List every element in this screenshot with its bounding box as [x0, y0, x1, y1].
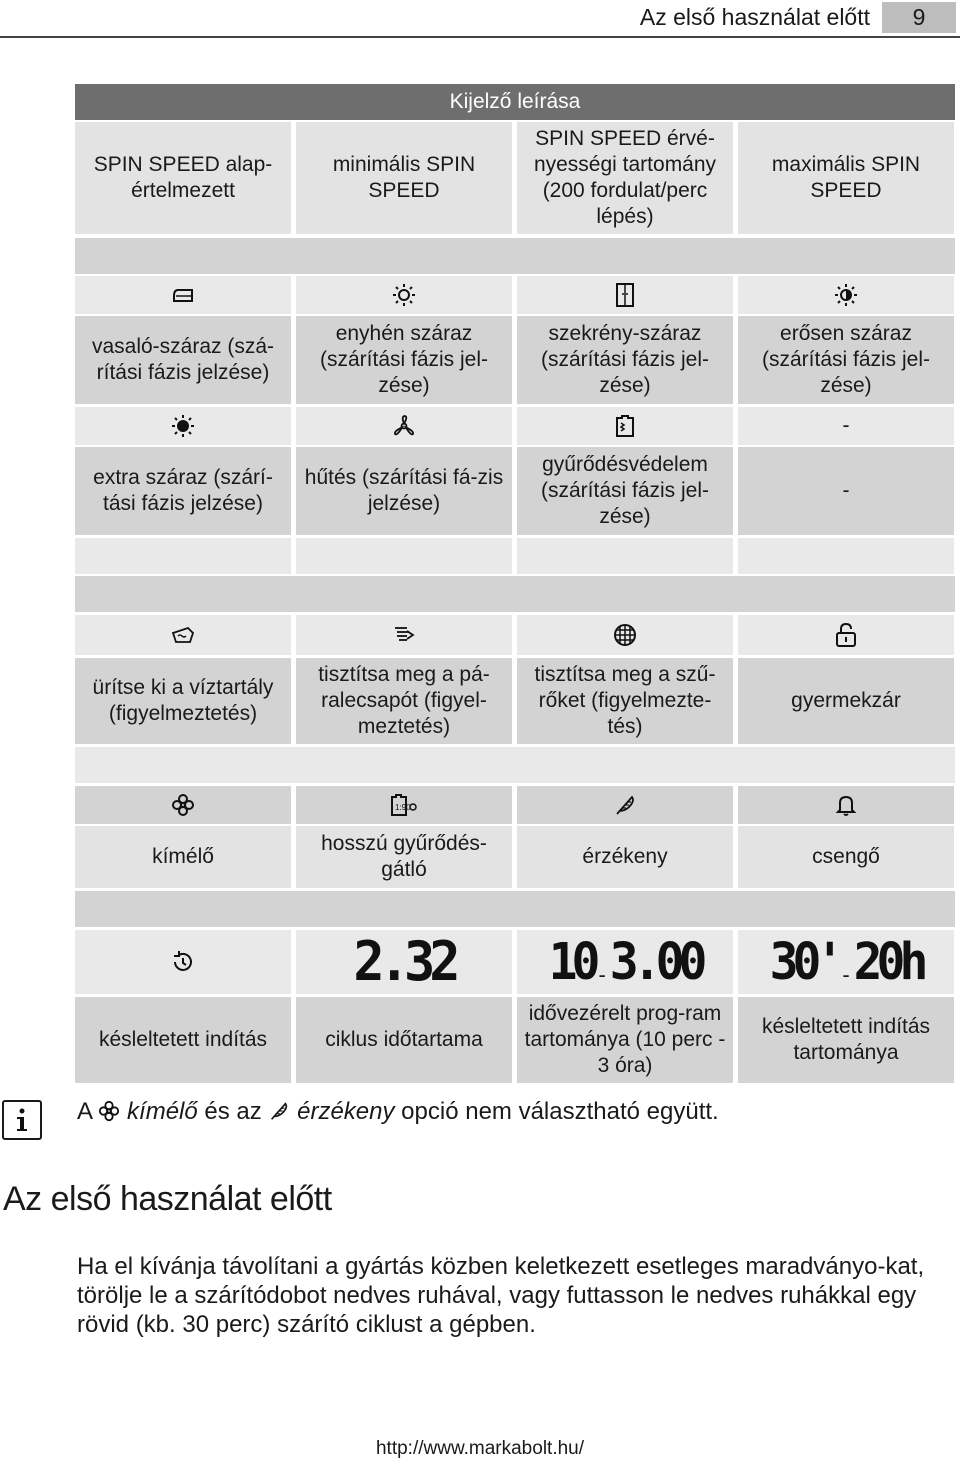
iron-dry-icon — [75, 276, 291, 314]
range-separator: - — [598, 962, 606, 987]
delay-range-display — [738, 930, 954, 994]
info-icon — [2, 1100, 42, 1140]
extra-dry-label: extra száraz (szárí-tási fázis jelzése) — [75, 447, 291, 535]
delay-from-value: 30' — [769, 932, 839, 992]
child-lock-label: gyermekzár — [738, 658, 954, 744]
cycle-time-display — [296, 930, 512, 994]
section-title: Az első használat előtt — [3, 1180, 332, 1218]
info-note — [77, 1098, 719, 1126]
fan-icon — [296, 407, 512, 445]
empty-cell — [75, 538, 291, 574]
empty-label-dash: - — [738, 447, 954, 535]
spin-default-cell: SPIN SPEED alap-értelmezett — [75, 122, 291, 234]
iron-dry-label: vasaló-száraz (szá-rítási fázis jelzése) — [75, 316, 291, 404]
anticrease-icon — [517, 407, 733, 445]
program-range-label: idővezérelt prog-ram tartománya (10 perc - 3 óra) — [517, 997, 733, 1083]
condenser-icon — [296, 615, 512, 655]
child-lock-icon — [738, 615, 954, 655]
clean-filter-label: tisztítsa meg a szű-rőket (figyelmezte-tés) — [517, 658, 733, 744]
sensitive-label: érzékeny — [517, 826, 733, 888]
empty-row — [75, 747, 955, 783]
feather-icon — [268, 1100, 290, 1122]
anticrease-label: gyűrődésvédelem (szárítási fázis jel-zése) — [517, 447, 733, 535]
feather-icon — [517, 786, 733, 824]
flower-icon — [75, 786, 291, 824]
strong-dry-label: erősen száraz (szárítási fázis jel-zése) — [738, 316, 954, 404]
footer-url: http://www.markabolt.hu/ — [375, 1438, 585, 1459]
delay-start-label: késleltetett indítás — [75, 997, 291, 1083]
delay-to-value: 20h — [853, 932, 923, 992]
svg-text:1:90: 1:90 — [395, 803, 411, 812]
sun-full-icon — [75, 407, 291, 445]
clean-condenser-label: tisztítsa meg a pá-ralecsapót (figyel-meztetés) — [296, 658, 512, 744]
delay-separator: - — [842, 962, 850, 987]
spin-min-cell: minimális SPIN SPEED — [296, 122, 512, 234]
section-paragraph: Ha el kívánja távolítani a gyártás közben keletkezett esetleges maradványo-kat, törölje le a szárítódobot nedves ruhával, vagy futtasson le nedves ruhákkal egy rövid (kb. 30 perc) szárító ciklust a gépben. — [77, 1253, 925, 1338]
page-number: 9 — [882, 2, 956, 33]
empty-cell — [517, 538, 733, 574]
empty-cell — [738, 538, 954, 574]
note-suffix: opció nem választható együtt. — [401, 1098, 719, 1125]
note-option-gentle: kímélő — [127, 1098, 198, 1125]
note-prefix: A — [77, 1098, 92, 1125]
light-dry-label: enyhén száraz (szárítási fázis jel-zése) — [296, 316, 512, 404]
flower-icon — [98, 1100, 120, 1122]
cycle-time-label: ciklus időtartama — [296, 997, 512, 1083]
gentle-label: kímélő — [75, 826, 291, 888]
delay-range-label: késleltetett indítás tartománya — [738, 997, 954, 1083]
water-tank-icon — [75, 615, 291, 655]
range-to-value: 3.00 — [609, 932, 702, 992]
spin-range-cell: SPIN SPEED érvé-nyességi tartomány (200 fordulat/perc lépés) — [517, 122, 733, 234]
program-range-display — [517, 930, 733, 994]
empty-cell — [296, 538, 512, 574]
filter-icon — [517, 615, 733, 655]
range-from-value: 10 — [548, 932, 595, 992]
cooling-label: hűtés (szárítási fá-zis jelzése) — [296, 447, 512, 535]
running-header: Az első használat előtt — [639, 4, 870, 30]
header-rule — [0, 36, 960, 38]
empty-tank-label: ürítse ki a víztartály (figyelmeztetés) — [75, 658, 291, 744]
note-mid: és az — [204, 1098, 262, 1125]
buzzer-label: csengő — [738, 826, 954, 888]
long-anticrease-label: hosszú gyűrődés-gátló — [296, 826, 512, 888]
sun-light-icon — [296, 276, 512, 314]
cupboard-icon — [517, 276, 733, 314]
bell-icon — [738, 786, 954, 824]
cycle-time-value: 2.32 — [353, 930, 455, 994]
table-heading: Kijelző leírása — [75, 84, 955, 120]
long-anticrease-icon — [296, 786, 512, 824]
delay-start-icon — [75, 930, 291, 994]
table-separator — [75, 238, 955, 274]
note-option-sensitive: érzékeny — [297, 1098, 395, 1125]
table-separator — [75, 576, 955, 612]
empty-icon-dash: - — [738, 407, 954, 445]
sun-half-icon — [738, 276, 954, 314]
cupboard-dry-label: szekrény-száraz (szárítási fázis jel-zése) — [517, 316, 733, 404]
spin-max-cell: maximális SPIN SPEED — [738, 122, 954, 234]
table-separator — [75, 891, 955, 927]
